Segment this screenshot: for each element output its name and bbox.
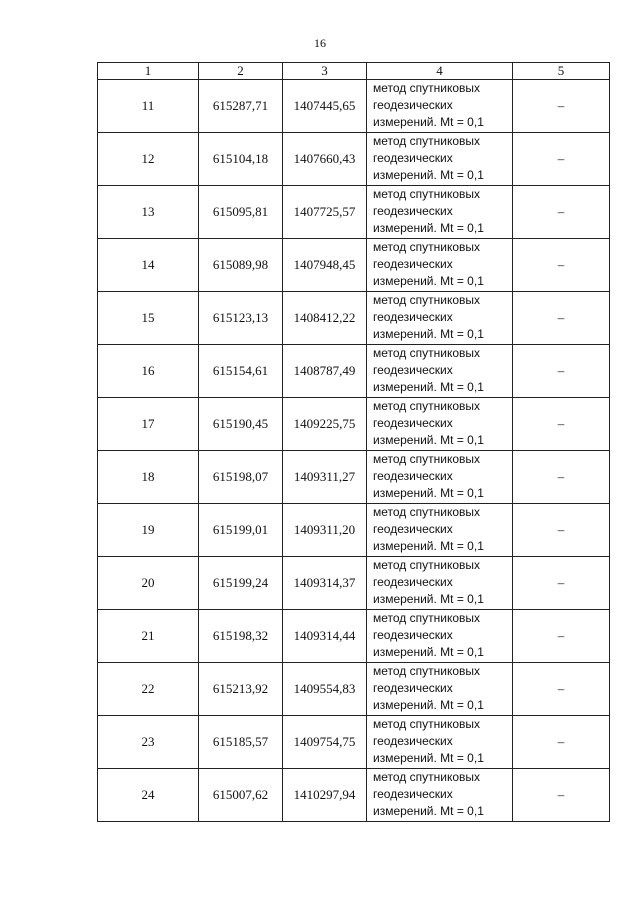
- column-5-cell: –: [513, 345, 610, 398]
- method-line-1: метод спутниковых: [373, 664, 481, 678]
- method-cell: [367, 663, 513, 716]
- method-line-3: измерений. Mt = 0,1: [373, 221, 484, 235]
- method-line-1: метод спутниковых: [373, 187, 481, 201]
- y-coordinate-cell: 1407660,43: [283, 133, 367, 186]
- method-cell: [367, 557, 513, 610]
- point-number-cell: 11: [98, 80, 199, 133]
- column-header-4: 4: [367, 63, 513, 80]
- y-coordinate-cell: 1409225,75: [283, 398, 367, 451]
- method-line-1: метод спутниковых: [373, 558, 481, 572]
- x-coordinate-cell: 615007,62: [199, 769, 283, 822]
- y-coordinate-cell: 1409314,44: [283, 610, 367, 663]
- method-line-3: измерений. Mt = 0,1: [373, 751, 484, 765]
- method-line-3: измерений. Mt = 0,1: [373, 327, 484, 341]
- method-cell: [367, 80, 513, 133]
- point-number-cell: 24: [98, 769, 199, 822]
- point-number-cell: 21: [98, 610, 199, 663]
- column-5-cell: –: [513, 398, 610, 451]
- method-line-2: геодезических: [373, 257, 453, 271]
- method-cell: [367, 398, 513, 451]
- column-5-cell: –: [513, 663, 610, 716]
- table-row: [98, 186, 610, 239]
- x-coordinate-cell: 615154,61: [199, 345, 283, 398]
- point-number-cell: 13: [98, 186, 199, 239]
- column-5-cell: –: [513, 610, 610, 663]
- table-row: [98, 769, 610, 822]
- table-row: [98, 504, 610, 557]
- method-cell: [367, 769, 513, 822]
- y-coordinate-cell: 1409311,27: [283, 451, 367, 504]
- method-line-1: метод спутниковых: [373, 717, 481, 731]
- method-cell: [367, 451, 513, 504]
- method-line-1: метод спутниковых: [373, 240, 481, 254]
- method-line-3: измерений. Mt = 0,1: [373, 433, 484, 447]
- method-line-2: геодезических: [373, 522, 453, 536]
- point-number-cell: 23: [98, 716, 199, 769]
- method-line-2: геодезических: [373, 628, 453, 642]
- table-row: [98, 345, 610, 398]
- method-line-1: метод спутниковых: [373, 611, 481, 625]
- point-number-cell: 15: [98, 292, 199, 345]
- x-coordinate-cell: 615089,98: [199, 239, 283, 292]
- method-line-3: измерений. Mt = 0,1: [373, 804, 484, 818]
- table-header-row: [98, 63, 610, 80]
- point-number-cell: 22: [98, 663, 199, 716]
- coordinates-table: [97, 62, 610, 822]
- column-header-1: 1: [98, 63, 199, 80]
- method-line-3: измерений. Mt = 0,1: [373, 486, 484, 500]
- method-line-1: метод спутниковых: [373, 346, 481, 360]
- y-coordinate-cell: 1410297,94: [283, 769, 367, 822]
- table-row: [98, 80, 610, 133]
- method-line-1: метод спутниковых: [373, 293, 481, 307]
- y-coordinate-cell: 1409311,20: [283, 504, 367, 557]
- method-line-1: метод спутниковых: [373, 770, 481, 784]
- table-row: [98, 239, 610, 292]
- table-row: [98, 451, 610, 504]
- column-header-5: 5: [513, 63, 610, 80]
- column-5-cell: –: [513, 80, 610, 133]
- method-line-3: измерений. Mt = 0,1: [373, 592, 484, 606]
- table-row: [98, 610, 610, 663]
- method-line-2: геодезических: [373, 734, 453, 748]
- method-cell: [367, 133, 513, 186]
- column-5-cell: –: [513, 769, 610, 822]
- method-cell: [367, 186, 513, 239]
- method-line-3: измерений. Mt = 0,1: [373, 115, 484, 129]
- y-coordinate-cell: 1407445,65: [283, 80, 367, 133]
- point-number-cell: 12: [98, 133, 199, 186]
- table-row: [98, 663, 610, 716]
- method-line-2: геодезических: [373, 151, 453, 165]
- point-number-cell: 20: [98, 557, 199, 610]
- table-row: [98, 292, 610, 345]
- method-line-2: геодезических: [373, 310, 453, 324]
- x-coordinate-cell: 615199,24: [199, 557, 283, 610]
- x-coordinate-cell: 615198,07: [199, 451, 283, 504]
- x-coordinate-cell: 615104,18: [199, 133, 283, 186]
- method-line-2: геодезических: [373, 98, 453, 112]
- method-line-2: геодезических: [373, 469, 453, 483]
- point-number-cell: 14: [98, 239, 199, 292]
- point-number-cell: 16: [98, 345, 199, 398]
- method-line-2: геодезических: [373, 681, 453, 695]
- x-coordinate-cell: 615123,13: [199, 292, 283, 345]
- table-row: [98, 398, 610, 451]
- method-line-1: метод спутниковых: [373, 81, 481, 95]
- method-line-3: измерений. Mt = 0,1: [373, 274, 484, 288]
- method-cell: [367, 610, 513, 663]
- method-cell: [367, 292, 513, 345]
- x-coordinate-cell: 615185,57: [199, 716, 283, 769]
- x-coordinate-cell: 615095,81: [199, 186, 283, 239]
- method-line-1: метод спутниковых: [373, 505, 481, 519]
- method-cell: [367, 345, 513, 398]
- column-5-cell: –: [513, 133, 610, 186]
- method-line-2: геодезических: [373, 575, 453, 589]
- y-coordinate-cell: 1409314,37: [283, 557, 367, 610]
- x-coordinate-cell: 615198,32: [199, 610, 283, 663]
- x-coordinate-cell: 615287,71: [199, 80, 283, 133]
- point-number-cell: 17: [98, 398, 199, 451]
- table-row: [98, 557, 610, 610]
- method-line-3: измерений. Mt = 0,1: [373, 539, 484, 553]
- column-5-cell: –: [513, 186, 610, 239]
- method-line-1: метод спутниковых: [373, 134, 481, 148]
- column-5-cell: –: [513, 239, 610, 292]
- x-coordinate-cell: 615190,45: [199, 398, 283, 451]
- method-cell: [367, 239, 513, 292]
- column-5-cell: –: [513, 716, 610, 769]
- column-header-2: 2: [199, 63, 283, 80]
- y-coordinate-cell: 1408412,22: [283, 292, 367, 345]
- y-coordinate-cell: 1407948,45: [283, 239, 367, 292]
- y-coordinate-cell: 1407725,57: [283, 186, 367, 239]
- point-number-cell: 18: [98, 451, 199, 504]
- y-coordinate-cell: 1409554,83: [283, 663, 367, 716]
- method-line-2: геодезических: [373, 363, 453, 377]
- column-5-cell: –: [513, 504, 610, 557]
- column-5-cell: –: [513, 557, 610, 610]
- x-coordinate-cell: 615199,01: [199, 504, 283, 557]
- point-number-cell: 19: [98, 504, 199, 557]
- column-header-3: 3: [283, 63, 367, 80]
- method-line-3: измерений. Mt = 0,1: [373, 380, 484, 394]
- column-5-cell: –: [513, 451, 610, 504]
- method-cell: [367, 716, 513, 769]
- method-cell: [367, 504, 513, 557]
- y-coordinate-cell: 1409754,75: [283, 716, 367, 769]
- method-line-2: геодезических: [373, 416, 453, 430]
- table-row: [98, 133, 610, 186]
- method-line-3: измерений. Mt = 0,1: [373, 645, 484, 659]
- method-line-1: метод спутниковых: [373, 399, 481, 413]
- table-row: [98, 716, 610, 769]
- y-coordinate-cell: 1408787,49: [283, 345, 367, 398]
- x-coordinate-cell: 615213,92: [199, 663, 283, 716]
- method-line-1: метод спутниковых: [373, 452, 481, 466]
- method-line-2: геодезических: [373, 204, 453, 218]
- method-line-3: измерений. Mt = 0,1: [373, 698, 484, 712]
- method-line-3: измерений. Mt = 0,1: [373, 168, 484, 182]
- method-line-2: геодезических: [373, 787, 453, 801]
- page-number: 16: [314, 36, 326, 50]
- column-5-cell: –: [513, 292, 610, 345]
